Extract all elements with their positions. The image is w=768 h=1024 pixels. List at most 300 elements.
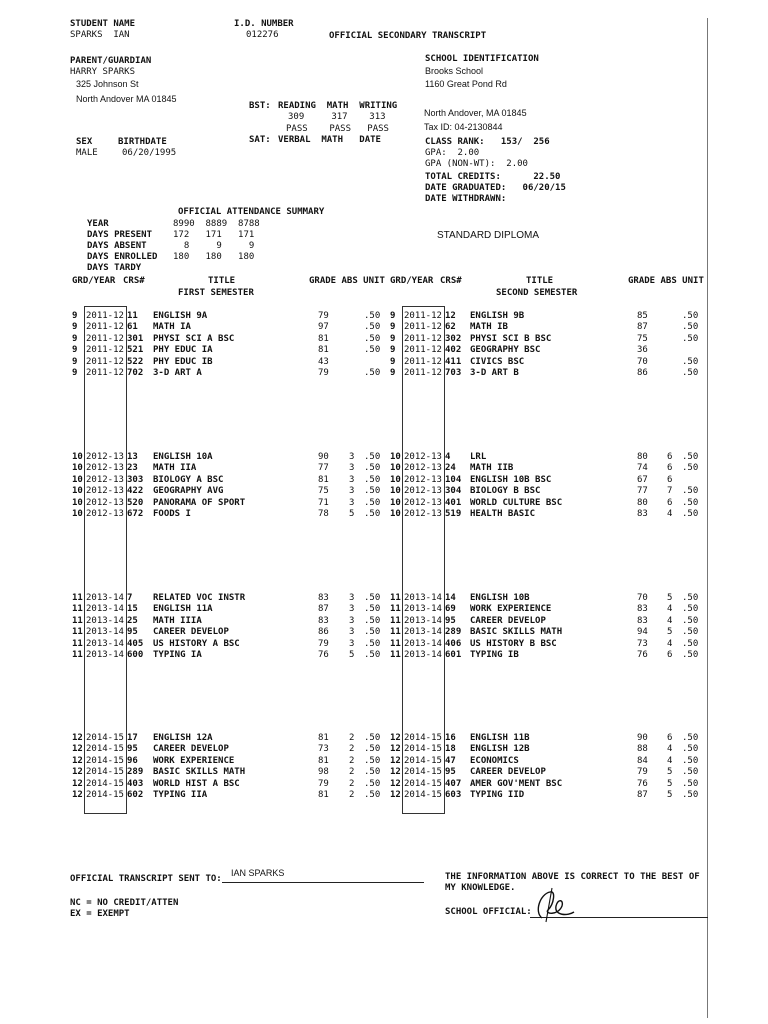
course-grade: 79: [318, 778, 329, 789]
course-title: CIVICS BSC: [470, 356, 525, 367]
course-abs: 3: [349, 604, 355, 615]
course-crs: 703: [445, 367, 462, 378]
course-grd: 11: [72, 649, 83, 660]
course-unit: .50: [682, 615, 699, 626]
course-grade: 70: [637, 593, 648, 603]
course-grd: 12: [72, 755, 83, 766]
course-grd: 11: [390, 593, 401, 603]
course-grade: 79: [318, 638, 329, 649]
sex-value: MALE: [76, 148, 98, 158]
course-title: ENGLISH 10B: [470, 593, 530, 603]
course-grd: 9: [72, 345, 78, 356]
course-unit: .50: [364, 744, 381, 755]
certification-line-1: THE INFORMATION ABOVE IS CORRECT TO THE BEST OF: [445, 872, 700, 882]
course-grd: 10: [390, 452, 401, 462]
course-grade: 73: [637, 638, 648, 649]
course-unit: .50: [364, 593, 381, 603]
course-unit: .50: [364, 778, 381, 789]
sent-to-underline: [222, 882, 424, 883]
school-official-label: SCHOOL OFFICIAL:: [445, 907, 532, 917]
course-abs: 4: [667, 638, 673, 649]
course-grade: 70: [637, 356, 648, 367]
course-grade: 97: [318, 322, 329, 333]
course-yr: 2014-15: [404, 767, 442, 778]
course-abs: 2: [349, 789, 355, 800]
course-title: LRL: [470, 452, 487, 462]
days-present: 172 171 171: [173, 230, 255, 240]
course-grd: 12: [72, 789, 83, 800]
course-crs: 406: [445, 638, 462, 649]
course-yr: 2012-13: [404, 463, 442, 474]
course-title: US HISTORY B BSC: [470, 638, 557, 649]
course-grade: 81: [318, 333, 329, 344]
days-enrolled-label: DAYS ENROLLED: [87, 252, 158, 262]
course-unit: .50: [364, 367, 381, 378]
course-crs: 11: [127, 311, 138, 321]
sat-headers: VERBAL MATH DATE: [278, 135, 381, 145]
course-unit: .50: [682, 322, 699, 333]
course-yr: 2011-12: [86, 333, 124, 344]
course-yr: 2014-15: [404, 733, 442, 743]
course-title: PHYSI SCI B BSC: [470, 333, 552, 344]
school-address-1: 1160 Great Pond Rd: [425, 79, 507, 89]
course-yr: 2011-12: [86, 367, 124, 378]
course-abs: 2: [349, 744, 355, 755]
course-grd: 11: [390, 604, 401, 615]
gpa-non-weighted: GPA (NON-WT): 2.00: [425, 159, 528, 169]
course-grd: 12: [390, 767, 401, 778]
course-title: 3-D ART A: [153, 367, 202, 378]
sat-label: SAT:: [249, 135, 271, 145]
course-unit: .50: [682, 486, 699, 497]
course-grade: 80: [637, 452, 648, 462]
course-title: MATH IIIA: [153, 615, 202, 626]
days-absent-label: DAYS ABSENT: [87, 241, 147, 251]
attendance-years: 8990 8889 8788: [173, 219, 260, 229]
course-unit: .50: [682, 508, 699, 519]
course-crs: 12: [445, 311, 456, 321]
course-unit: .50: [364, 767, 381, 778]
course-grd: 11: [72, 627, 83, 638]
course-unit: .50: [364, 333, 381, 344]
course-grade: 88: [637, 744, 648, 755]
course-grade: 83: [318, 615, 329, 626]
course-abs: 3: [349, 593, 355, 603]
course-yr: 2013-14: [86, 593, 124, 603]
course-yr: 2011-12: [404, 322, 442, 333]
course-grade: 75: [637, 333, 648, 344]
certification-line-2: MY KNOWLEDGE.: [445, 883, 516, 893]
course-crs: 519: [445, 508, 462, 519]
course-yr: 2014-15: [86, 755, 124, 766]
course-grd: 10: [72, 463, 83, 474]
course-yr: 2013-14: [86, 604, 124, 615]
course-grd: 12: [72, 767, 83, 778]
course-title: AMER GOV'MENT BSC: [470, 778, 563, 789]
course-crs: 403: [127, 778, 144, 789]
course-title: BASIC SKILLS MATH: [470, 627, 563, 638]
course-grade: 86: [318, 627, 329, 638]
course-unit: .50: [364, 638, 381, 649]
course-title: HEALTH BASIC: [470, 508, 536, 519]
course-unit: .50: [682, 356, 699, 367]
course-unit: .50: [682, 744, 699, 755]
attendance-title: OFFICIAL ATTENDANCE SUMMARY: [178, 207, 325, 217]
school-tax-id: Tax ID: 04-2130844: [424, 122, 503, 132]
course-title: TYPING IB: [470, 649, 519, 660]
course-grade: 94: [637, 627, 648, 638]
course-title: WORLD HIST A BSC: [153, 778, 240, 789]
course-grade: 75: [318, 486, 329, 497]
grade-header-left: GRADE ABS UNIT: [309, 276, 385, 286]
course-unit: .50: [682, 593, 699, 603]
course-title: TYPING IA: [153, 649, 202, 660]
course-crs: 16: [445, 733, 456, 743]
course-crs: 96: [127, 755, 138, 766]
parent-label: PARENT/GUARDIAN: [70, 56, 152, 66]
course-yr: 2012-13: [404, 508, 442, 519]
course-grade: 73: [318, 744, 329, 755]
course-grd: 10: [390, 486, 401, 497]
course-grade: 81: [318, 474, 329, 485]
course-abs: 5: [667, 778, 673, 789]
student-name-label: STUDENT NAME: [70, 19, 136, 29]
course-unit: .50: [682, 767, 699, 778]
legend-nc: NC = NO CREDIT/ATTEN: [70, 898, 179, 908]
course-crs: 411: [445, 356, 462, 367]
course-crs: 24: [445, 463, 456, 474]
signature-mark: [528, 886, 578, 926]
course-yr: 2011-12: [404, 356, 442, 367]
course-unit: .50: [364, 345, 381, 356]
bst-label: BST:: [249, 101, 271, 111]
course-crs: 702: [127, 367, 144, 378]
course-yr: 2011-12: [86, 322, 124, 333]
course-title: ENGLISH 10A: [153, 452, 213, 462]
course-grd: 10: [72, 474, 83, 485]
course-yr: 2012-13: [86, 508, 124, 519]
course-grd: 12: [72, 778, 83, 789]
course-abs: 4: [667, 508, 673, 519]
birthdate-label: BIRTHDATE: [118, 137, 167, 147]
course-abs: 3: [349, 497, 355, 508]
crs-header-right: CRS#: [440, 276, 462, 286]
course-crs: 7: [127, 593, 133, 603]
school-id-label: SCHOOL IDENTIFICATION: [425, 54, 539, 64]
course-yr: 2013-14: [404, 604, 442, 615]
course-grd: 9: [390, 311, 396, 321]
course-abs: 2: [349, 755, 355, 766]
course-grd: 11: [72, 604, 83, 615]
course-abs: 3: [349, 638, 355, 649]
course-yr: 2011-12: [404, 333, 442, 344]
course-unit: .50: [364, 733, 381, 743]
bst-headers: READING MATH WRITING: [278, 101, 398, 111]
course-unit: .50: [682, 367, 699, 378]
course-title: ENGLISH 12B: [470, 744, 530, 755]
course-grade: 79: [318, 367, 329, 378]
course-grd: 9: [390, 333, 396, 344]
attendance-year-label: YEAR: [87, 219, 109, 229]
course-unit: .50: [682, 333, 699, 344]
course-yr: 2013-14: [404, 638, 442, 649]
course-grd: 11: [390, 615, 401, 626]
course-abs: 4: [667, 604, 673, 615]
course-abs: 6: [667, 497, 673, 508]
course-yr: 2011-12: [404, 345, 442, 356]
course-yr: 2013-14: [86, 627, 124, 638]
course-crs: 18: [445, 744, 456, 755]
course-crs: 4: [445, 452, 451, 462]
course-yr: 2014-15: [86, 789, 124, 800]
course-unit: .50: [364, 615, 381, 626]
course-abs: 5: [667, 593, 673, 603]
title-header-left: TITLE: [208, 276, 236, 286]
second-semester-header: SECOND SEMESTER: [496, 288, 578, 298]
course-abs: 5: [667, 789, 673, 800]
sex-label: SEX: [76, 137, 93, 147]
course-crs: 304: [445, 486, 462, 497]
course-yr: 2012-13: [86, 486, 124, 497]
course-title: ENGLISH 10B BSC: [470, 474, 552, 485]
course-title: ENGLISH 11B: [470, 733, 530, 743]
course-crs: 289: [127, 767, 144, 778]
course-yr: 2014-15: [404, 789, 442, 800]
course-crs: 95: [445, 615, 456, 626]
course-grade: 87: [637, 322, 648, 333]
course-abs: 4: [667, 744, 673, 755]
course-crs: 401: [445, 497, 462, 508]
course-crs: 15: [127, 604, 138, 615]
course-title: FOODS I: [153, 508, 191, 519]
days-enrolled: 180 180 180: [173, 252, 255, 262]
course-abs: 6: [667, 649, 673, 660]
course-grade: 43: [318, 356, 329, 367]
course-title: MATH IIB: [470, 463, 514, 474]
course-unit: .50: [682, 638, 699, 649]
course-title: PHY EDUC IB: [153, 356, 213, 367]
course-grade: 36: [637, 345, 648, 356]
course-crs: 289: [445, 627, 462, 638]
course-crs: 23: [127, 463, 138, 474]
transcript-sent-to: IAN SPARKS: [231, 868, 285, 878]
gpa: GPA: 2.00: [425, 148, 480, 158]
course-grade: 81: [318, 755, 329, 766]
course-grd: 9: [72, 367, 78, 378]
course-abs: 5: [349, 508, 355, 519]
course-abs: 6: [667, 463, 673, 474]
course-grd: 9: [72, 356, 78, 367]
course-unit: .50: [364, 604, 381, 615]
course-title: RELATED VOC INSTR: [153, 593, 246, 603]
course-crs: 95: [127, 744, 138, 755]
course-grd: 11: [390, 649, 401, 660]
course-abs: 3: [349, 463, 355, 474]
course-yr: 2014-15: [404, 744, 442, 755]
course-grd: 10: [72, 452, 83, 462]
crs-header-left: CRS#: [123, 276, 145, 286]
course-unit: .50: [364, 322, 381, 333]
course-unit: .50: [364, 486, 381, 497]
course-abs: 2: [349, 778, 355, 789]
course-yr: 2013-14: [404, 615, 442, 626]
school-address-2: North Andover, MA 01845: [424, 108, 527, 118]
date-withdrawn: DATE WITHDRAWN:: [425, 194, 507, 204]
course-yr: 2013-14: [86, 649, 124, 660]
course-unit: .50: [364, 508, 381, 519]
course-title: ENGLISH 9A: [153, 311, 208, 321]
course-yr: 2012-13: [86, 474, 124, 485]
course-unit: .50: [682, 733, 699, 743]
course-grade: 87: [318, 604, 329, 615]
course-grd: 12: [390, 744, 401, 755]
parent-name: HARRY SPARKS: [70, 67, 136, 77]
course-grade: 83: [318, 593, 329, 603]
course-unit: .50: [682, 649, 699, 660]
course-title: WORK EXPERIENCE: [153, 755, 235, 766]
course-grade: 79: [637, 767, 648, 778]
course-title: US HISTORY A BSC: [153, 638, 240, 649]
course-crs: 104: [445, 474, 462, 485]
course-title: BIOLOGY B BSC: [470, 486, 541, 497]
course-yr: 2011-12: [404, 367, 442, 378]
course-grd: 11: [390, 627, 401, 638]
course-abs: 2: [349, 733, 355, 743]
course-grd: 12: [390, 789, 401, 800]
course-yr: 2012-13: [404, 452, 442, 462]
course-grade: 85: [637, 311, 648, 321]
course-grd: 12: [72, 733, 83, 743]
course-crs: 302: [445, 333, 462, 344]
course-grd: 10: [72, 508, 83, 519]
school-name: Brooks School: [425, 66, 484, 76]
course-abs: 6: [667, 452, 673, 462]
course-grade: 81: [318, 733, 329, 743]
course-crs: 47: [445, 755, 456, 766]
course-grade: 98: [318, 767, 329, 778]
id-number-label: I.D. NUMBER: [234, 19, 294, 29]
course-grade: 83: [637, 615, 648, 626]
course-title: ENGLISH 11A: [153, 604, 213, 615]
course-crs: 603: [445, 789, 462, 800]
course-title: CAREER DEVELOP: [470, 767, 546, 778]
course-yr: 2012-13: [404, 474, 442, 485]
course-yr: 2012-13: [86, 497, 124, 508]
course-title: GEOGRAPHY AVG: [153, 486, 224, 497]
course-abs: 4: [667, 755, 673, 766]
date-graduated: DATE GRADUATED: 06/20/15: [425, 183, 566, 193]
course-title: CAREER DEVELOP: [153, 744, 229, 755]
course-abs: 5: [667, 627, 673, 638]
course-crs: 521: [127, 345, 144, 356]
course-yr: 2012-13: [86, 463, 124, 474]
course-crs: 61: [127, 322, 138, 333]
course-unit: .50: [364, 497, 381, 508]
grd-year-header-left: GRD/YEAR: [72, 276, 116, 286]
course-yr: 2011-12: [404, 311, 442, 321]
bst-scores: 309 317 313: [288, 112, 386, 122]
course-grd: 10: [390, 463, 401, 474]
course-title: GEOGRAPHY BSC: [470, 345, 541, 356]
course-crs: 69: [445, 604, 456, 615]
course-crs: 402: [445, 345, 462, 356]
course-title: MATH IB: [470, 322, 508, 333]
course-grade: 76: [637, 649, 648, 660]
course-unit: .50: [364, 474, 381, 485]
course-title: MATH IA: [153, 322, 191, 333]
course-yr: 2013-14: [404, 649, 442, 660]
course-yr: 2014-15: [404, 755, 442, 766]
course-yr: 2013-14: [86, 638, 124, 649]
course-unit: .50: [682, 604, 699, 615]
course-yr: 2014-15: [86, 778, 124, 789]
course-grade: 83: [637, 604, 648, 615]
course-grd: 9: [72, 333, 78, 344]
course-grade: 67: [637, 474, 648, 485]
id-number: 012276: [246, 30, 279, 40]
course-grd: 9: [390, 356, 396, 367]
transcript-sent-label: OFFICIAL TRANSCRIPT SENT TO:: [70, 874, 222, 884]
diploma-type: STANDARD DIPLOMA: [437, 230, 540, 241]
course-yr: 2011-12: [86, 356, 124, 367]
course-title: CAREER DEVELOP: [470, 615, 546, 626]
course-unit: .50: [364, 649, 381, 660]
course-grade: 83: [637, 508, 648, 519]
course-yr: 2013-14: [86, 615, 124, 626]
course-grade: 79: [318, 311, 329, 321]
course-grade: 76: [318, 649, 329, 660]
course-yr: 2014-15: [86, 744, 124, 755]
course-crs: 600: [127, 649, 144, 660]
course-crs: 17: [127, 733, 138, 743]
course-crs: 301: [127, 333, 144, 344]
page-edge-line: [707, 18, 708, 1018]
course-title: TYPING IIA: [153, 789, 208, 800]
parent-address-2: North Andover MA 01845: [76, 94, 177, 104]
course-grd: 10: [390, 497, 401, 508]
course-yr: 2011-12: [86, 311, 124, 321]
course-title: WORK EXPERIENCE: [470, 604, 552, 615]
course-yr: 2011-12: [86, 345, 124, 356]
course-grade: 81: [318, 345, 329, 356]
course-title: BASIC SKILLS MATH: [153, 767, 246, 778]
course-title: CAREER DEVELOP: [153, 627, 229, 638]
course-crs: 95: [127, 627, 138, 638]
course-grade: 77: [637, 486, 648, 497]
course-abs: 3: [349, 474, 355, 485]
course-crs: 25: [127, 615, 138, 626]
course-crs: 601: [445, 649, 462, 660]
days-absent: 8 9 9: [173, 241, 255, 251]
course-abs: 3: [349, 452, 355, 462]
class-rank: CLASS RANK: 153/ 256: [425, 137, 550, 147]
course-grade: 87: [637, 789, 648, 800]
course-yr: 2012-13: [86, 452, 124, 462]
total-credits: TOTAL CREDITS: 22.50: [425, 172, 561, 182]
parent-address-1: 325 Johnson St: [76, 79, 139, 89]
course-grd: 12: [390, 733, 401, 743]
course-grd: 12: [390, 755, 401, 766]
course-abs: 5: [349, 649, 355, 660]
course-crs: 602: [127, 789, 144, 800]
course-grd: 10: [390, 474, 401, 485]
course-yr: 2012-13: [404, 497, 442, 508]
course-title: BIOLOGY A BSC: [153, 474, 224, 485]
course-unit: .50: [364, 789, 381, 800]
course-grd: 11: [72, 638, 83, 649]
course-yr: 2012-13: [404, 486, 442, 497]
course-grade: 90: [637, 733, 648, 743]
